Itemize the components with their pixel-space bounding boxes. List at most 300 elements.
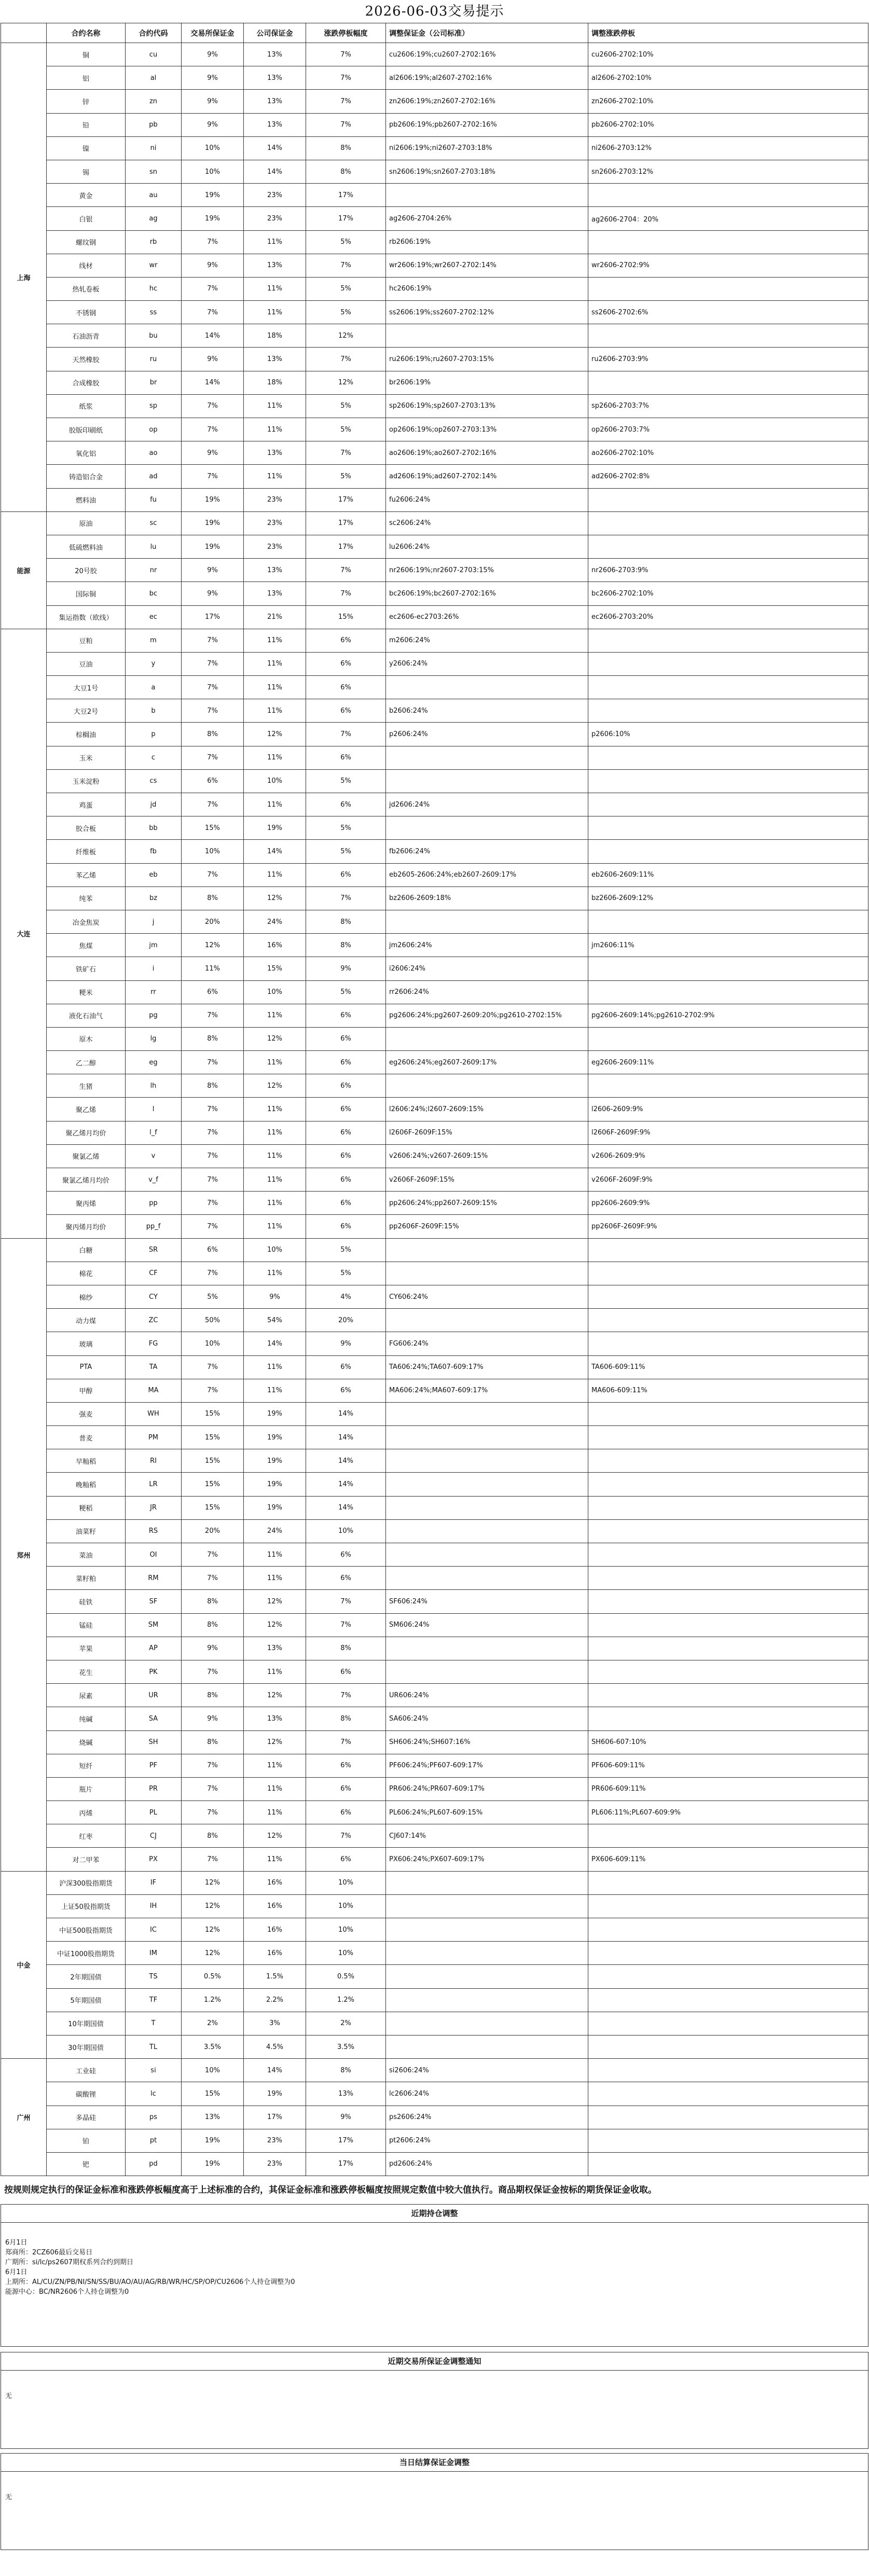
- position-adjust-line: [5, 2228, 864, 2238]
- adjusted-limit-cell: [588, 1285, 868, 1308]
- table-row: [1, 559, 868, 582]
- limit-cell: 6%: [306, 1801, 386, 1824]
- limit-cell: 7%: [306, 1684, 386, 1707]
- company-margin-cell: 4.5%: [244, 2035, 306, 2058]
- contract-name-cell: 棉花: [47, 1262, 126, 1285]
- adjusted-limit-cell: [588, 1074, 868, 1098]
- company-margin-cell: 13%: [244, 43, 306, 66]
- limit-cell: 6%: [306, 1660, 386, 1683]
- company-margin-cell: 11%: [244, 1144, 306, 1168]
- limit-cell: 6%: [306, 746, 386, 769]
- contract-name-cell: 铜: [47, 43, 126, 66]
- company-margin-cell: 13%: [244, 113, 306, 136]
- adjusted-margin-cell: SH606:24%;SH607:16%: [386, 1730, 588, 1754]
- table-row: [1, 1121, 868, 1144]
- exchange-margin-cell: 10%: [182, 1332, 244, 1355]
- company-margin-cell: 13%: [244, 66, 306, 90]
- contract-name-cell: 铸造铝合金: [47, 465, 126, 488]
- limit-cell: 10%: [306, 1942, 386, 1965]
- adjusted-margin-cell: l2606F-2609F:15%: [386, 1121, 588, 1144]
- contract-code-cell: a: [126, 676, 182, 699]
- table-row: [1, 1754, 868, 1777]
- adjusted-limit-cell: [588, 1426, 868, 1449]
- limit-cell: 5%: [306, 394, 386, 418]
- company-margin-cell: 19%: [244, 1473, 306, 1496]
- contract-code-cell: nr: [126, 559, 182, 582]
- contract-name-cell: 原油: [47, 511, 126, 535]
- limit-cell: 14%: [306, 1496, 386, 1519]
- limit-cell: 15%: [306, 605, 386, 629]
- company-margin-cell: 16%: [244, 1894, 306, 1918]
- adjusted-margin-cell: [386, 676, 588, 699]
- adjusted-margin-cell: [386, 910, 588, 933]
- contract-code-cell: PF: [126, 1754, 182, 1777]
- company-margin-cell: 13%: [244, 559, 306, 582]
- exchange-margin-cell: 15%: [182, 816, 244, 840]
- adjusted-margin-cell: [386, 1309, 588, 1332]
- contract-code-cell: ru: [126, 348, 182, 371]
- settle-margin-text: 无: [5, 2494, 12, 2502]
- contract-code-cell: IF: [126, 1871, 182, 1894]
- contract-code-cell: bu: [126, 324, 182, 348]
- contract-code-cell: fu: [126, 488, 182, 511]
- adjusted-margin-cell: [386, 1567, 588, 1590]
- contract-name-cell: 苯乙烯: [47, 863, 126, 887]
- contract-code-cell: v: [126, 1144, 182, 1168]
- exchange-margin-cell: 7%: [182, 465, 244, 488]
- contract-code-cell: v_f: [126, 1168, 182, 1192]
- adjusted-margin-cell: [386, 1238, 588, 1262]
- adjusted-margin-cell: lu2606:24%: [386, 535, 588, 558]
- contract-code-cell: lu: [126, 535, 182, 558]
- limit-cell: 7%: [306, 66, 386, 90]
- adjusted-limit-cell: sp2606-2703:7%: [588, 394, 868, 418]
- limit-cell: 5%: [306, 769, 386, 793]
- limit-cell: 6%: [306, 1379, 386, 1402]
- adjusted-limit-cell: v2606F-2609F:9%: [588, 1168, 868, 1192]
- table-row: [1, 1355, 868, 1379]
- adjusted-limit-cell: [588, 1027, 868, 1050]
- company-margin-cell: 10%: [244, 769, 306, 793]
- contract-code-cell: i: [126, 957, 182, 980]
- table-row: [1, 254, 868, 277]
- limit-cell: 1.2%: [306, 1988, 386, 2012]
- contract-name-cell: 纯苯: [47, 887, 126, 910]
- exchange-cell: 上海: [1, 43, 47, 512]
- adjusted-margin-cell: bz2606-2609:18%: [386, 887, 588, 910]
- adjusted-limit-cell: [588, 1637, 868, 1660]
- company-margin-cell: 23%: [244, 511, 306, 535]
- exchange-margin-cell: 9%: [182, 559, 244, 582]
- adjusted-limit-cell: PX606-609:11%: [588, 1848, 868, 1871]
- contract-name-cell: 聚丙烯: [47, 1192, 126, 1215]
- exchange-margin-cell: 8%: [182, 1590, 244, 1613]
- exchange-margin-cell: 7%: [182, 1848, 244, 1871]
- exchange-margin-cell: 8%: [182, 1730, 244, 1754]
- exchange-margin-cell: 10%: [182, 2059, 244, 2082]
- exchange-margin-cell: 7%: [182, 1567, 244, 1590]
- adjusted-limit-cell: eb2606-2609:11%: [588, 863, 868, 887]
- company-margin-cell: 11%: [244, 277, 306, 300]
- adjusted-margin-cell: br2606:19%: [386, 371, 588, 394]
- contract-name-cell: 短纤: [47, 1754, 126, 1777]
- adjusted-limit-cell: op2606-2703:7%: [588, 418, 868, 441]
- company-margin-cell: 11%: [244, 230, 306, 254]
- contract-code-cell: SH: [126, 1730, 182, 1754]
- exchange-margin-cell: 7%: [182, 746, 244, 769]
- company-margin-cell: 23%: [244, 2152, 306, 2176]
- adjusted-limit-cell: PR606-609:11%: [588, 1777, 868, 1801]
- exchange-margin-cell: 14%: [182, 324, 244, 348]
- company-margin-cell: 18%: [244, 371, 306, 394]
- contract-name-cell: 铅: [47, 113, 126, 136]
- contract-name-cell: 中证1000股指期货: [47, 1942, 126, 1965]
- adjusted-limit-cell: [588, 371, 868, 394]
- exchange-margin-cell: 20%: [182, 1519, 244, 1543]
- exchange-margin-cell: 7%: [182, 699, 244, 723]
- company-margin-cell: 14%: [244, 136, 306, 160]
- company-margin-cell: 12%: [244, 1684, 306, 1707]
- adjusted-limit-cell: [588, 2012, 868, 2035]
- contract-code-cell: al: [126, 66, 182, 90]
- limit-cell: 5%: [306, 277, 386, 300]
- company-margin-cell: 23%: [244, 488, 306, 511]
- exchange-margin-cell: 7%: [182, 863, 244, 887]
- limit-cell: 7%: [306, 1730, 386, 1754]
- table-row: [1, 1496, 868, 1519]
- exchange-margin-cell: 15%: [182, 1402, 244, 1425]
- table-row: [1, 1590, 868, 1613]
- exchange-margin-cell: 9%: [182, 90, 244, 113]
- contract-code-cell: ad: [126, 465, 182, 488]
- table-row: [1, 66, 868, 90]
- adjusted-margin-cell: [386, 746, 588, 769]
- exchange-margin-cell: 3.5%: [182, 2035, 244, 2058]
- adjusted-margin-cell: [386, 2012, 588, 2035]
- table-row: [1, 1285, 868, 1308]
- adjusted-limit-cell: [588, 910, 868, 933]
- table-row: [1, 1238, 868, 1262]
- adjusted-margin-cell: jm2606:24%: [386, 934, 588, 957]
- adjusted-limit-cell: [588, 1707, 868, 1730]
- limit-cell: 8%: [306, 2059, 386, 2082]
- adjusted-limit-cell: [588, 2059, 868, 2082]
- limit-cell: 6%: [306, 1027, 386, 1050]
- adjusted-margin-cell: rr2606:24%: [386, 980, 588, 1004]
- adjusted-margin-cell: [386, 1660, 588, 1683]
- header-cell: 交易所保证金: [182, 23, 244, 43]
- contract-name-cell: 苹果: [47, 1637, 126, 1660]
- table-row: [1, 230, 868, 254]
- table-row: [1, 1660, 868, 1683]
- exchange-margin-cell: 8%: [182, 1824, 244, 1848]
- adjusted-limit-cell: [588, 1519, 868, 1543]
- adjusted-limit-cell: pg2606-2609:14%;pg2610-2702:9%: [588, 1004, 868, 1027]
- table-row: [1, 1684, 868, 1707]
- company-margin-cell: 16%: [244, 1918, 306, 1942]
- table-row: [1, 90, 868, 113]
- exchange-margin-cell: 11%: [182, 957, 244, 980]
- contract-name-cell: 锰硅: [47, 1613, 126, 1637]
- adjusted-limit-cell: l2606F-2609F:9%: [588, 1121, 868, 1144]
- adjusted-limit-cell: ru2606-2703:9%: [588, 348, 868, 371]
- exchange-margin-cell: 9%: [182, 66, 244, 90]
- company-margin-cell: 11%: [244, 1567, 306, 1590]
- table-row: [1, 2152, 868, 2176]
- contract-name-cell: 中证500股指期货: [47, 1918, 126, 1942]
- adjusted-margin-cell: sn2606:19%;sn2607-2703:18%: [386, 160, 588, 183]
- contract-code-cell: l_f: [126, 1121, 182, 1144]
- contract-name-cell: 螺纹钢: [47, 230, 126, 254]
- contract-code-cell: IH: [126, 1894, 182, 1918]
- adjusted-margin-cell: v2606F-2609F:15%: [386, 1168, 588, 1192]
- table-row: [1, 1402, 868, 1425]
- contract-code-cell: SA: [126, 1707, 182, 1730]
- company-margin-cell: 14%: [244, 840, 306, 863]
- exchange-margin-cell: 7%: [182, 277, 244, 300]
- company-margin-cell: 11%: [244, 652, 306, 675]
- company-margin-cell: 11%: [244, 1355, 306, 1379]
- contract-name-cell: 铂: [47, 2129, 126, 2152]
- contract-name-cell: 胶合板: [47, 816, 126, 840]
- contract-code-cell: j: [126, 910, 182, 933]
- exchange-margin-cell: 5%: [182, 1285, 244, 1308]
- limit-cell: 6%: [306, 1098, 386, 1121]
- contract-name-cell: 合成橡胶: [47, 371, 126, 394]
- adjusted-margin-cell: [386, 1426, 588, 1449]
- contract-name-cell: 线材: [47, 254, 126, 277]
- table-row: [1, 699, 868, 723]
- table-row: [1, 488, 868, 511]
- company-margin-cell: 11%: [244, 1051, 306, 1074]
- table-row: [1, 2059, 868, 2082]
- contract-name-cell: 胶版印刷纸: [47, 418, 126, 441]
- contract-name-cell: 豆粕: [47, 629, 126, 652]
- exchange-margin-cell: 12%: [182, 934, 244, 957]
- adjusted-margin-cell: PX606:24%;PX607-609:17%: [386, 1848, 588, 1871]
- contract-name-cell: 纤维板: [47, 840, 126, 863]
- adjusted-margin-cell: v2606:24%;v2607-2609:15%: [386, 1144, 588, 1168]
- adjusted-limit-cell: [588, 1262, 868, 1285]
- table-row: [1, 2012, 868, 2035]
- adjusted-margin-cell: [386, 1871, 588, 1894]
- limit-cell: 6%: [306, 1074, 386, 1098]
- adjusted-margin-cell: fb2606:24%: [386, 840, 588, 863]
- exchange-margin-cell: 12%: [182, 1894, 244, 1918]
- exchange-margin-cell: 15%: [182, 1426, 244, 1449]
- contract-name-cell: PTA: [47, 1355, 126, 1379]
- contract-code-cell: PR: [126, 1777, 182, 1801]
- company-margin-cell: 14%: [244, 2059, 306, 2082]
- adjusted-margin-cell: [386, 1074, 588, 1098]
- exchange-margin-cell: 7%: [182, 1754, 244, 1777]
- company-margin-cell: 9%: [244, 1285, 306, 1308]
- limit-cell: 6%: [306, 629, 386, 652]
- adjusted-margin-cell: sp2606:19%;sp2607-2703:13%: [386, 394, 588, 418]
- contract-code-cell: si: [126, 2059, 182, 2082]
- limit-cell: 6%: [306, 1192, 386, 1215]
- contract-name-cell: 聚氯乙烯: [47, 1144, 126, 1168]
- limit-cell: 10%: [306, 1871, 386, 1894]
- adjusted-limit-cell: pp2606-2609:9%: [588, 1192, 868, 1215]
- limit-cell: 6%: [306, 1215, 386, 1238]
- limit-cell: 8%: [306, 136, 386, 160]
- company-margin-cell: 1.5%: [244, 1965, 306, 1988]
- contract-name-cell: 沪深300股指期货: [47, 1871, 126, 1894]
- margin-table: [1, 23, 868, 2176]
- contract-code-cell: CF: [126, 1262, 182, 1285]
- adjusted-limit-cell: [588, 1824, 868, 1848]
- header-cell: 公司保证金: [244, 23, 306, 43]
- company-margin-cell: 12%: [244, 887, 306, 910]
- adjusted-limit-cell: bc2606-2702:10%: [588, 582, 868, 605]
- limit-cell: 6%: [306, 1355, 386, 1379]
- table-row: [1, 1871, 868, 1894]
- exchange-margin-cell: 19%: [182, 488, 244, 511]
- company-margin-cell: 16%: [244, 1871, 306, 1894]
- limit-cell: 5%: [306, 230, 386, 254]
- settle-margin-section: [1, 2453, 868, 2550]
- exchange-margin-cell: 14%: [182, 371, 244, 394]
- contract-name-cell: 花生: [47, 1660, 126, 1683]
- adjusted-margin-cell: eg2606:24%;eg2607-2609:17%: [386, 1051, 588, 1074]
- contract-code-cell: SM: [126, 1613, 182, 1637]
- company-margin-cell: 11%: [244, 1543, 306, 1567]
- adjusted-limit-cell: [588, 980, 868, 1004]
- adjusted-margin-cell: op2606:19%;op2607-2703:13%: [386, 418, 588, 441]
- header-cell: 合约代码: [126, 23, 182, 43]
- limit-cell: 5%: [306, 840, 386, 863]
- table-row: [1, 1942, 868, 1965]
- table-row: [1, 605, 868, 629]
- contract-name-cell: 豆油: [47, 652, 126, 675]
- settle-margin-title: 当日结算保证金调整: [1, 2454, 868, 2472]
- header-exchange: [1, 23, 47, 43]
- exchange-margin-cell: 8%: [182, 1684, 244, 1707]
- contract-name-cell: 普麦: [47, 1426, 126, 1449]
- contract-name-cell: 大豆1号: [47, 676, 126, 699]
- adjusted-limit-cell: ad2606-2702:8%: [588, 465, 868, 488]
- table-row: [1, 1707, 868, 1730]
- contract-name-cell: 粳稻: [47, 1496, 126, 1519]
- limit-cell: 6%: [306, 1777, 386, 1801]
- table-row: [1, 863, 868, 887]
- adjusted-limit-cell: [588, 277, 868, 300]
- exchange-margin-cell: 10%: [182, 160, 244, 183]
- table-row: [1, 1801, 868, 1824]
- exchange-cell: 大连: [1, 629, 47, 1238]
- company-margin-cell: 12%: [244, 723, 306, 746]
- adjusted-margin-cell: pd2606:24%: [386, 2152, 588, 2176]
- adjusted-limit-cell: MA606-609:11%: [588, 1379, 868, 1402]
- limit-cell: 8%: [306, 934, 386, 957]
- adjusted-limit-cell: [588, 957, 868, 980]
- limit-cell: 6%: [306, 1168, 386, 1192]
- contract-name-cell: 菜籽粕: [47, 1567, 126, 1590]
- exchange-margin-cell: 15%: [182, 1449, 244, 1473]
- contract-name-cell: 红枣: [47, 1824, 126, 1848]
- company-margin-cell: 21%: [244, 605, 306, 629]
- company-margin-cell: 11%: [244, 1168, 306, 1192]
- limit-cell: 14%: [306, 1449, 386, 1473]
- adjusted-margin-cell: zn2606:19%;zn2607-2702:16%: [386, 90, 588, 113]
- adjusted-limit-cell: l2606-2609:9%: [588, 1098, 868, 1121]
- exchange-margin-cell: 9%: [182, 1707, 244, 1730]
- table-row: [1, 324, 868, 348]
- exchange-margin-cell: 19%: [182, 2129, 244, 2152]
- adjusted-limit-cell: [588, 2152, 868, 2176]
- adjusted-limit-cell: [588, 1309, 868, 1332]
- contract-code-cell: wr: [126, 254, 182, 277]
- contract-code-cell: bc: [126, 582, 182, 605]
- limit-cell: 17%: [306, 2152, 386, 2176]
- company-margin-cell: 13%: [244, 1707, 306, 1730]
- limit-cell: 17%: [306, 2129, 386, 2152]
- adjusted-limit-cell: [588, 488, 868, 511]
- table-row: [1, 160, 868, 183]
- adjusted-margin-cell: ad2606:19%;ad2607-2702:14%: [386, 465, 588, 488]
- contract-name-cell: 钯: [47, 2152, 126, 2176]
- contract-code-cell: sn: [126, 160, 182, 183]
- company-margin-cell: 11%: [244, 1848, 306, 1871]
- limit-cell: 3.5%: [306, 2035, 386, 2058]
- company-margin-cell: 23%: [244, 207, 306, 230]
- adjusted-limit-cell: [588, 1543, 868, 1567]
- contract-name-cell: 热轧卷板: [47, 277, 126, 300]
- contract-name-cell: 燃料油: [47, 488, 126, 511]
- exchange-margin-cell: 7%: [182, 1144, 244, 1168]
- adjusted-limit-cell: [588, 1567, 868, 1590]
- table-row: [1, 113, 868, 136]
- contract-name-cell: 镍: [47, 136, 126, 160]
- contract-code-cell: op: [126, 418, 182, 441]
- adjusted-limit-cell: [588, 1449, 868, 1473]
- adjusted-margin-cell: ss2606:19%;ss2607-2702:12%: [386, 301, 588, 324]
- adjusted-limit-cell: [588, 1988, 868, 2012]
- adjusted-margin-cell: [386, 324, 588, 348]
- limit-cell: 5%: [306, 301, 386, 324]
- exchange-margin-cell: 7%: [182, 301, 244, 324]
- adjusted-margin-cell: PR606:24%;PR607-609:17%: [386, 1777, 588, 1801]
- contract-code-cell: RI: [126, 1449, 182, 1473]
- adjusted-limit-cell: [588, 1496, 868, 1519]
- contract-name-cell: 油菜籽: [47, 1519, 126, 1543]
- company-margin-cell: 23%: [244, 535, 306, 558]
- adjusted-margin-cell: [386, 1637, 588, 1660]
- limit-cell: 6%: [306, 1754, 386, 1777]
- contract-code-cell: RM: [126, 1567, 182, 1590]
- limit-cell: 6%: [306, 699, 386, 723]
- company-margin-cell: 18%: [244, 324, 306, 348]
- exchange-margin-cell: 7%: [182, 1777, 244, 1801]
- adjusted-margin-cell: SM606:24%: [386, 1613, 588, 1637]
- company-margin-cell: 10%: [244, 980, 306, 1004]
- adjusted-limit-cell: [588, 629, 868, 652]
- adjusted-limit-cell: [588, 1918, 868, 1942]
- exchange-margin-cell: 6%: [182, 980, 244, 1004]
- table-row: [1, 1332, 868, 1355]
- table-row: [1, 1543, 868, 1567]
- contract-name-cell: 2年期国债: [47, 1965, 126, 1988]
- contract-name-cell: 鸡蛋: [47, 793, 126, 816]
- limit-cell: 7%: [306, 723, 386, 746]
- adjusted-margin-cell: i2606:24%: [386, 957, 588, 980]
- limit-cell: 7%: [306, 582, 386, 605]
- table-row: [1, 1144, 868, 1168]
- adjusted-limit-cell: [588, 1238, 868, 1262]
- limit-cell: 10%: [306, 1918, 386, 1942]
- exchange-margin-notice-title: 近期交易所保证金调整通知: [1, 2352, 868, 2371]
